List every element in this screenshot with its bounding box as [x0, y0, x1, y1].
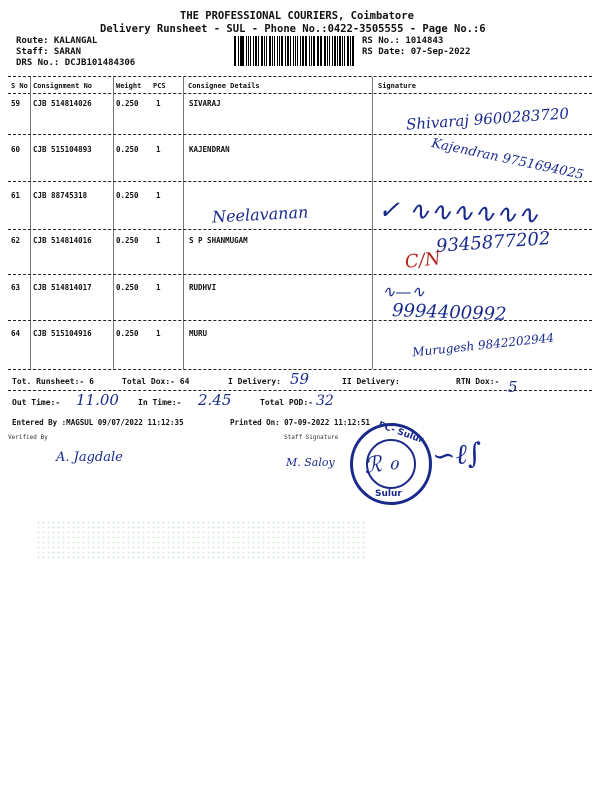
barcode-bar — [248, 36, 250, 66]
row-sno: 63 — [11, 283, 21, 292]
barcode-bar — [329, 36, 330, 66]
barcode-bar — [290, 36, 291, 66]
column-divider — [30, 77, 31, 369]
barcode-bar — [277, 36, 278, 66]
drs-field: DRS No.: DCJB101484306 — [16, 58, 136, 68]
barcode-bar — [274, 36, 275, 66]
barcode-bar — [285, 36, 286, 66]
row-weight: 0.250 — [116, 236, 139, 245]
barcode-bar — [241, 36, 244, 66]
column-header-weight: Weight — [116, 82, 142, 90]
row-weight: 0.250 — [116, 329, 139, 338]
barcode-bar — [337, 36, 338, 66]
barcode-bar — [264, 36, 265, 66]
row-consignment: CJB 515104916 — [33, 329, 92, 338]
row-weight: 0.250 — [116, 99, 139, 108]
signature-scribble-icon: ∿—∿ — [382, 282, 425, 301]
column-header-sno: S No — [11, 82, 28, 90]
row-pcs: 1 — [156, 191, 161, 200]
barcode-bar — [334, 36, 336, 66]
row-consignee: MURU — [189, 329, 208, 338]
barcode-bar — [255, 36, 257, 66]
row-rule — [8, 274, 592, 275]
barcode-bar — [281, 36, 284, 66]
row-sno: 64 — [11, 329, 21, 338]
route-field: Route: KALANGAL — [16, 36, 98, 46]
column-divider — [113, 77, 114, 369]
column-header-pcs: PCS — [153, 82, 166, 90]
barcode-bar — [279, 36, 280, 66]
barcode-bar — [300, 36, 301, 66]
printed-on: Printed On: 07-09-2022 11:12:51 — [230, 418, 370, 427]
barcode-bar — [317, 36, 318, 66]
row-rule — [8, 181, 592, 182]
barcode-bar — [287, 36, 289, 66]
barcode-bar — [240, 36, 241, 66]
entered-by: Entered By :MAGSUL 09/07/2022 11:12:35 — [12, 418, 184, 427]
column-header-consignee: Consignee Details — [188, 82, 260, 90]
signature-62: 9345877202 — [435, 228, 552, 257]
signature-59: Shivaraj 9600283720 — [405, 104, 570, 134]
row-sno: 61 — [11, 191, 21, 200]
total-pod-value: 32 — [316, 393, 334, 409]
scan-noise — [36, 520, 366, 560]
table-header-rule — [8, 93, 592, 94]
barcode-bar — [305, 36, 307, 66]
page-title: THE PROFESSIONAL COURIERS, Coimbatore — [180, 10, 414, 22]
signature-61: Neelavanan — [211, 202, 309, 227]
barcode-bar — [246, 36, 247, 66]
barcode-bar — [269, 36, 271, 66]
table-top-rule — [8, 76, 592, 77]
total-runsheet: Tot. Runsheet:- 6 — [12, 377, 94, 386]
row-consignee: RUDHVI — [189, 283, 217, 292]
stamp-signature-scribble-icon: ∽ℓ∫ — [430, 436, 483, 473]
verifier-signature: A. Jagdale — [56, 450, 123, 465]
barcode-bar — [342, 36, 343, 66]
barcode-bar — [311, 36, 312, 66]
staff-signature-label: Staff Signature — [284, 434, 339, 441]
barcode-bar — [332, 36, 333, 66]
column-header-consignment: Consignment No — [33, 82, 93, 90]
row-pcs: 1 — [156, 329, 161, 338]
total-dox: Total Dox:- 64 — [122, 377, 190, 386]
barcode-bar — [272, 36, 274, 66]
barcode-bar — [261, 36, 264, 66]
row-consignee: KAJENDRAN — [189, 145, 230, 154]
runsheet-meta-left — [16, 36, 135, 69]
stamp-bottom-text: Sulur — [375, 489, 402, 499]
row-consignment: CJB 514814017 — [33, 283, 92, 292]
rtn-dox-label: RTN Dox:- — [456, 377, 500, 386]
out-time-value: 11.00 — [76, 391, 119, 409]
barcode-bar — [297, 36, 298, 66]
barcode-bar — [313, 36, 315, 66]
cn-mark: C/N — [403, 248, 442, 273]
barcode-bar — [344, 36, 345, 66]
rtn-dox-value: 5 — [508, 378, 518, 396]
barcode-bar — [302, 36, 305, 66]
row-sno: 59 — [11, 99, 21, 108]
i-delivery-label: I Delivery: — [228, 377, 281, 386]
signature-60: Kajendran 9751694025 — [430, 136, 585, 183]
barcode-bar — [238, 36, 239, 66]
barcode-bar — [266, 36, 267, 66]
signature-64: Murugesh 9842202944 — [411, 330, 555, 360]
rs-number-field: RS No.: 1014843 — [362, 36, 444, 46]
page-subtitle: Delivery Runsheet - SUL - Phone No.:0422-3505555 - Page No.:6 — [100, 23, 486, 35]
row-pcs: 1 — [156, 145, 161, 154]
verified-by-label: Verified By — [8, 434, 48, 441]
barcode-bar — [318, 36, 319, 66]
barcode-bar — [253, 36, 254, 66]
barcode-bar — [320, 36, 322, 66]
total-pod-label: Total POD:- — [260, 398, 313, 407]
i-delivery-value: 59 — [290, 370, 310, 388]
row-consignment: CJB 88745318 — [33, 191, 88, 200]
runsheet-meta-right — [362, 36, 470, 58]
ii-delivery-label: II Delivery: — [342, 377, 400, 386]
staff-field: Staff: SARAN — [16, 47, 82, 57]
barcode-bar — [293, 36, 294, 66]
column-divider — [183, 77, 184, 369]
row-weight: 0.250 — [116, 145, 139, 154]
in-time-label: In Time:- — [138, 398, 182, 407]
row-sno: 60 — [11, 145, 21, 154]
row-sno: 62 — [11, 236, 21, 245]
stamp-signature-scribble-icon: ℛ ℴ — [362, 449, 401, 480]
barcode — [234, 36, 356, 66]
barcode-bar — [339, 36, 341, 66]
row-consignment: CJB 514814016 — [33, 236, 92, 245]
column-header-signature: Signature — [378, 82, 416, 90]
row-consignee: S P SHANMUGAM — [189, 236, 248, 245]
row-consignee: SIVARAJ — [189, 99, 221, 108]
barcode-bar — [327, 36, 328, 66]
barcode-bar — [347, 36, 350, 66]
stamp-top-text: PC- Sulur — [376, 420, 425, 446]
rs-date-field: RS Date: 07-Sep-2022 — [362, 47, 471, 57]
row-consignment: CJB 514814026 — [33, 99, 92, 108]
signature-63: 9994400992 — [391, 300, 507, 325]
row-rule — [8, 134, 592, 135]
barcode-bar — [258, 36, 259, 66]
row-pcs: 1 — [156, 99, 161, 108]
barcode-bar — [295, 36, 297, 66]
out-time-label: Out Time:- — [12, 398, 61, 407]
row-pcs: 1 — [156, 283, 161, 292]
row-weight: 0.250 — [116, 191, 139, 200]
barcode-bar — [234, 36, 236, 66]
column-divider — [372, 77, 373, 369]
in-time-value: 2.45 — [198, 391, 232, 409]
barcode-bar — [352, 36, 354, 66]
row-consignment: CJB 515104893 — [33, 145, 92, 154]
barcode-bar — [309, 36, 310, 66]
barcode-bar — [250, 36, 251, 66]
signature-scribble-icon: ✓ ∿∿∿∿∿∿ — [377, 195, 540, 231]
row-pcs: 1 — [156, 236, 161, 245]
row-weight: 0.250 — [116, 283, 139, 292]
barcode-bar — [324, 36, 327, 66]
staff-signature: M. Saloy — [286, 456, 335, 469]
barcode-bar — [350, 36, 351, 66]
